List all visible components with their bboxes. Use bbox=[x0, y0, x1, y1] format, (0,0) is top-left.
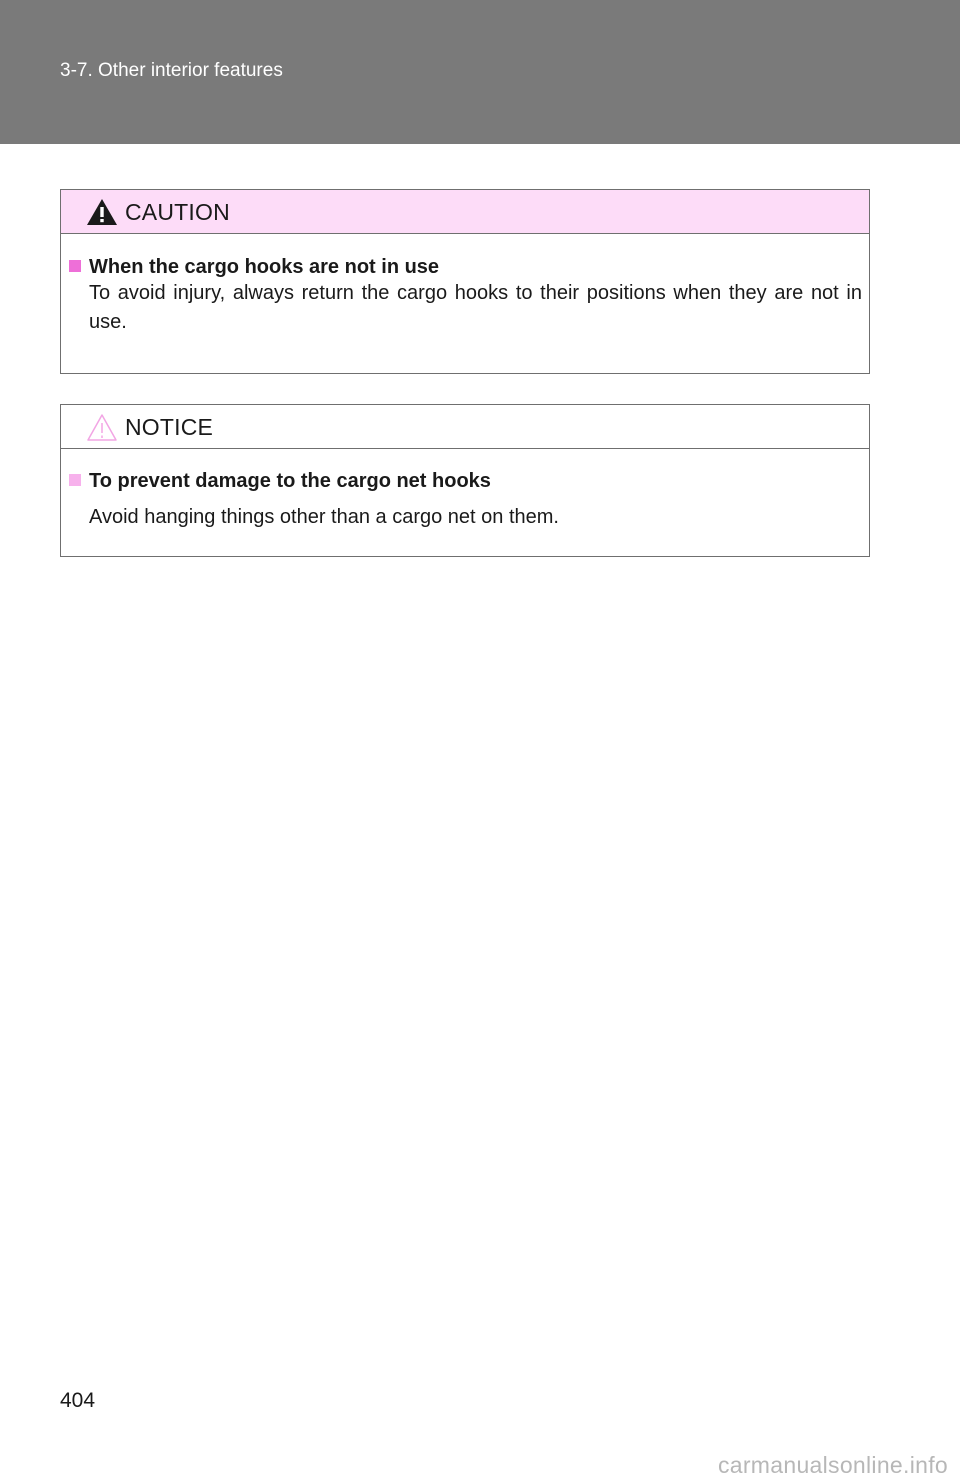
caution-box bbox=[60, 189, 870, 374]
notice-header bbox=[61, 405, 869, 449]
caution-item-title-text: When the cargo hooks are not in use bbox=[89, 256, 440, 278]
page-number: 404 bbox=[60, 1389, 96, 1412]
notice-label: NOTICE bbox=[125, 414, 214, 440]
warning-triangle-filled-icon bbox=[85, 197, 119, 227]
notice-box bbox=[60, 404, 870, 557]
caution-item-text: To avoid injury, always return the cargo hooks to their positions when they are not in use. bbox=[89, 282, 862, 333]
caution-header bbox=[61, 190, 869, 234]
notice-item-title-text: To prevent damage to the cargo net hooks bbox=[89, 470, 491, 492]
section-title: 3-7. Other interior features bbox=[60, 60, 283, 81]
warning-triangle-outline-icon bbox=[85, 412, 119, 442]
notice-item-text: Avoid hanging things other than a cargo net on them. bbox=[89, 506, 559, 528]
watermark: carmanualsonline.info bbox=[717, 1452, 948, 1478]
notice-item-title bbox=[69, 470, 491, 493]
square-bullet-icon bbox=[69, 474, 81, 486]
caution-label: CAUTION bbox=[125, 199, 230, 225]
caution-item-title bbox=[69, 256, 439, 279]
page-header-band bbox=[0, 0, 960, 144]
square-bullet-icon bbox=[69, 260, 81, 272]
